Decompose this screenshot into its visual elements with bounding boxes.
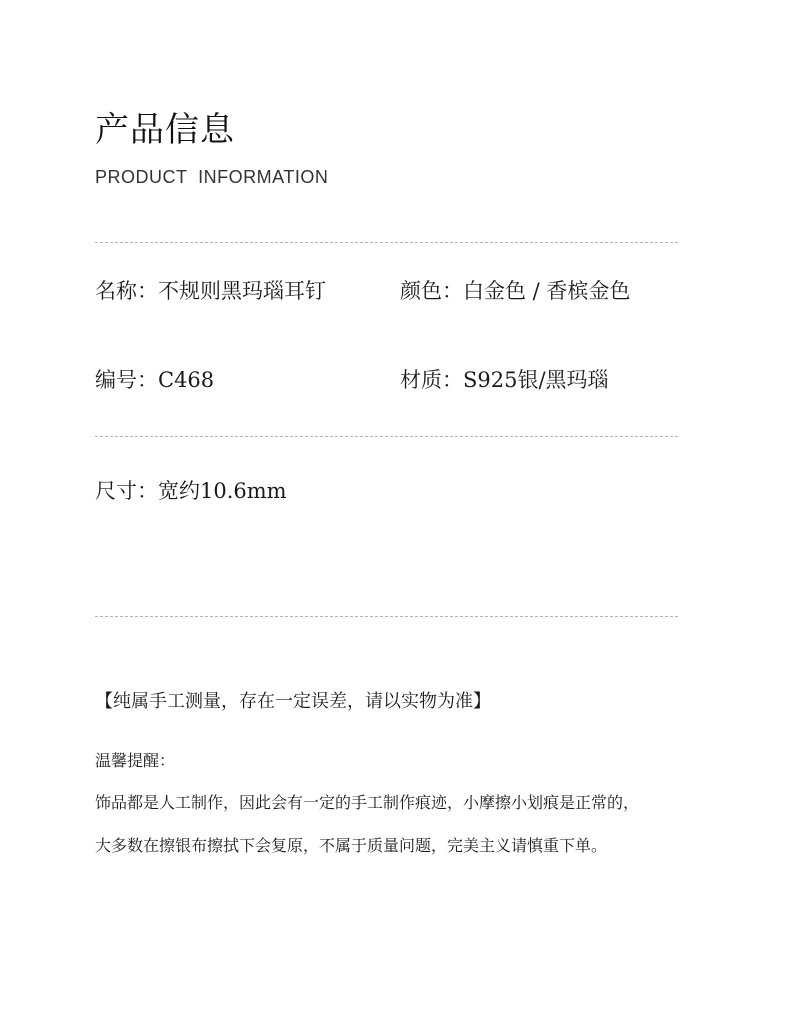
measurement-notice: 【纯属手工测量，存在一定误差，请以实物为准】 [95,691,491,712]
divider [95,436,678,437]
tips-line: 饰品都是人工制作，因此会有一定的手工制作痕迹，小摩擦小划痕是正常的， [95,793,640,812]
divider [95,242,678,243]
tips-line: 大多数在擦银布擦拭下会复原，不属于质量问题，完美主义请慎重下单。 [95,836,608,855]
product-name: 名称：不规则黑玛瑙耳钉 [95,279,326,303]
product-color: 颜色：白金色 / 香槟金色 [400,279,631,303]
tips-title: 温馨提醒： [95,751,176,770]
page-subtitle: PRODUCT INFORMATION [95,167,329,187]
page-title: 产品信息 [95,110,235,150]
product-code: 编号：C468 [95,368,215,392]
product-material: 材质：S925银/黑玛瑙 [400,368,609,392]
divider [95,616,678,617]
product-size: 尺寸：宽约10.6mm [95,479,287,503]
